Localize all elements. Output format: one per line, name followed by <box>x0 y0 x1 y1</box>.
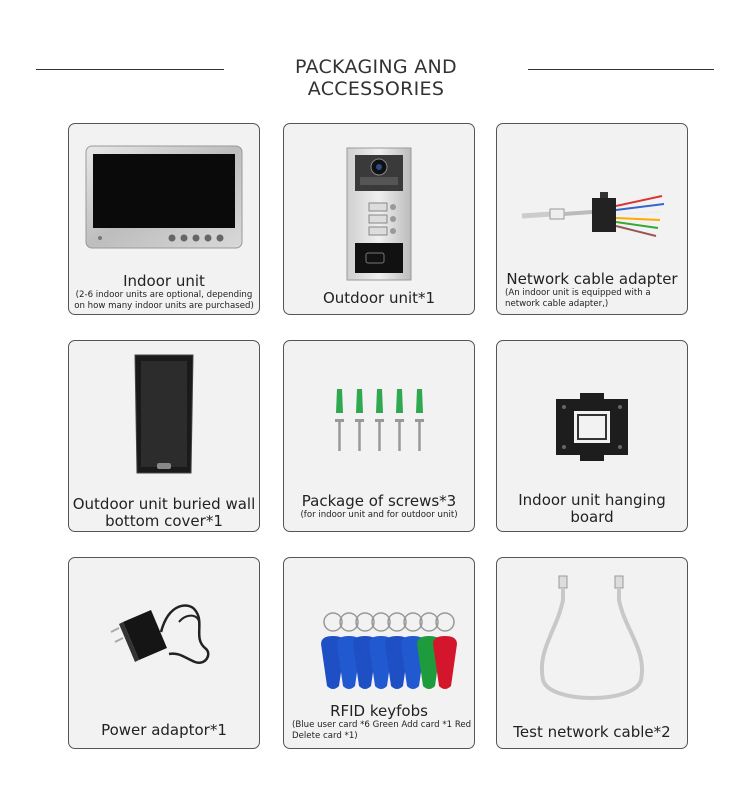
item-card-buried-wall-cover <box>68 340 260 532</box>
item-caption <box>499 492 685 526</box>
item-caption <box>499 724 685 741</box>
item-caption <box>499 271 685 309</box>
item-card-indoor-unit <box>68 123 260 315</box>
item-label: Test network cable*2 <box>513 723 671 741</box>
rfid-keyfobs-image <box>284 610 474 694</box>
network-adapter-image <box>497 184 687 244</box>
item-card-power-adaptor <box>68 557 260 749</box>
indoor-unit-image <box>69 144 259 250</box>
item-caption <box>71 273 257 311</box>
hanging-board-image <box>497 389 687 465</box>
test-cable-image <box>497 570 687 710</box>
item-card-screws <box>283 340 475 532</box>
outdoor-unit-image <box>284 147 474 281</box>
item-label: Indoor unit hanging board <box>518 491 666 526</box>
screws-image <box>284 385 474 457</box>
item-card-test-network-cable <box>496 557 688 749</box>
item-caption <box>71 496 257 530</box>
item-caption <box>286 290 472 307</box>
power-adaptor-image <box>69 592 259 672</box>
item-label: RFID keyfobs <box>330 702 428 720</box>
header-rule-right <box>528 69 714 70</box>
item-caption <box>286 703 472 741</box>
item-label: Outdoor unit buried wall bottom cover*1 <box>72 495 256 530</box>
item-label: Power adaptor*1 <box>101 721 227 739</box>
section-header <box>0 56 750 100</box>
item-label: Outdoor unit*1 <box>322 289 436 307</box>
item-card-rfid-keyfobs <box>283 557 475 749</box>
item-caption <box>71 722 257 739</box>
item-label: Indoor unit <box>123 272 205 290</box>
item-note: (for indoor unit and for outdoor unit) <box>300 510 458 520</box>
item-card-outdoor-unit <box>283 123 475 315</box>
item-note: (Blue user card *6 Green Add card *1 Red Delete card *1) <box>292 720 472 741</box>
item-card-hanging-board <box>496 340 688 532</box>
item-note: (2-6 indoor units are optional, depending on how many indoor units are purchased) <box>74 290 254 311</box>
item-card-network-cable-adapter <box>496 123 688 315</box>
item-caption <box>286 493 472 521</box>
header-rule-left <box>36 69 224 70</box>
wall-cover-image <box>69 351 259 477</box>
section-title: PACKAGING AND ACCESSORIES <box>294 56 457 100</box>
item-note: (An indoor unit is equipped with a network cable adapter,) <box>505 288 651 309</box>
item-label: Package of screws*3 <box>301 492 457 510</box>
item-label: Network cable adapter <box>506 270 678 288</box>
